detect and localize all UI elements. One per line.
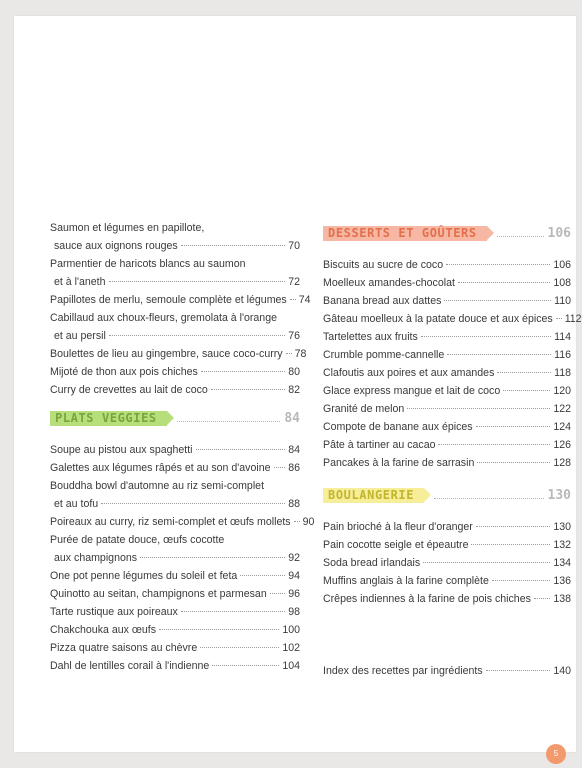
leader-dots	[159, 629, 279, 630]
section-page: 106	[547, 225, 571, 241]
leader-dots	[497, 372, 551, 373]
entry-title: Clafoutis aux poires et aux amandes	[323, 367, 495, 379]
entry-title: Tarte rustique aux poireaux	[50, 606, 178, 618]
entry-page: 118	[554, 367, 571, 379]
entry-page: 128	[553, 457, 571, 469]
leader-dots	[270, 593, 285, 594]
entry-title-line: Parmentier de haricots blancs au saumon	[50, 258, 246, 270]
entry-title: Pizza quatre saisons au chèvre	[50, 642, 198, 654]
entry-page: 104	[282, 660, 300, 672]
leader-dots	[476, 426, 551, 427]
entry-page: 122	[553, 403, 571, 415]
entry-title: sauce aux oignons rouges	[54, 240, 178, 252]
entry-page: 110	[554, 295, 571, 307]
toc-entry[interactable]	[50, 381, 300, 399]
toc-entry[interactable]	[323, 536, 571, 554]
leader-dots	[109, 281, 286, 282]
entry-title: Galettes aux légumes râpés et au son d'avoine	[50, 462, 271, 474]
entry-page: 112	[564, 313, 582, 325]
entry-title: Crumble pomme-cannelle	[323, 349, 445, 361]
entry-title: et au tofu	[54, 498, 99, 510]
leader-dots	[476, 526, 550, 527]
leader-dots	[471, 544, 550, 545]
entry-page: 82	[288, 384, 300, 396]
toc-entry[interactable]	[323, 518, 571, 536]
entry-title-line: Cabillaud aux choux-fleurs, gremolata à l'orange	[50, 312, 277, 324]
leader-dots	[497, 236, 544, 237]
entry-page: 92	[288, 552, 300, 564]
toc-entry[interactable]	[50, 585, 300, 603]
leader-dots	[486, 670, 551, 671]
entry-title: Papillotes de merlu, semoule complète et légumes	[50, 294, 287, 306]
toc-entry[interactable]	[323, 554, 571, 572]
toc-entry[interactable]	[323, 292, 571, 310]
entry-page: 90	[302, 516, 315, 528]
toc-entry[interactable]	[50, 603, 300, 621]
leader-dots	[181, 611, 285, 612]
entry-page: 130	[553, 521, 571, 533]
page	[14, 16, 582, 758]
entry-page: 134	[553, 557, 571, 569]
toc-entry[interactable]	[50, 291, 311, 309]
leader-dots	[177, 421, 281, 422]
toc-entry[interactable]	[50, 477, 300, 513]
toc-entry[interactable]	[50, 531, 300, 567]
toc-dessert-entries	[323, 256, 582, 472]
toc-veggie-entries	[50, 441, 315, 675]
entry-title: Mijoté de thon aux pois chiches	[50, 366, 198, 378]
entry-page: 138	[553, 593, 571, 605]
entry-title: Compote de banane aux épices	[323, 421, 473, 433]
leader-dots	[458, 282, 550, 283]
entry-page: 106	[553, 259, 571, 271]
leader-dots	[290, 299, 296, 300]
toc-entry[interactable]	[50, 441, 300, 459]
entry-page: 94	[288, 570, 300, 582]
entry-title: Soda bread irlandais	[323, 557, 421, 569]
entry-title: et à l'aneth	[54, 276, 106, 288]
leader-dots	[201, 371, 285, 372]
leader-dots	[140, 557, 285, 558]
entry-title: Moelleux amandes-chocolat	[323, 277, 455, 289]
leader-dots	[434, 498, 543, 499]
leader-dots	[423, 562, 550, 563]
leader-dots	[286, 353, 292, 354]
entry-page: 98	[288, 606, 300, 618]
toc-entry[interactable]	[50, 621, 300, 639]
leader-dots	[181, 245, 286, 246]
toc-entry[interactable]	[50, 363, 300, 381]
leader-dots	[196, 449, 286, 450]
toc-entry[interactable]	[323, 310, 582, 328]
entry-page: 86	[288, 462, 300, 474]
toc-entry[interactable]	[50, 567, 300, 585]
toc-entry[interactable]	[323, 572, 571, 590]
leader-dots	[212, 665, 279, 666]
toc-entry[interactable]	[323, 400, 571, 418]
entry-title: Glace express mangue et lait de coco	[323, 385, 501, 397]
entry-title: Crêpes indiennes à la farine de pois chiches	[323, 593, 531, 605]
toc-entry[interactable]	[50, 657, 300, 675]
toc-right-column	[323, 222, 582, 680]
leader-dots	[421, 336, 551, 337]
toc-boulangerie-entries	[323, 518, 571, 608]
leader-dots	[211, 389, 285, 390]
entry-title: Banana bread aux dattes	[323, 295, 442, 307]
leader-dots	[446, 264, 550, 265]
entry-page: 126	[553, 439, 571, 451]
entry-page: 84	[288, 444, 300, 456]
entry-page: 74	[298, 294, 311, 306]
toc-entry[interactable]	[50, 345, 307, 363]
entry-title: Muffins anglais à la farine complète	[323, 575, 489, 587]
entry-title: Granité de melon	[323, 403, 405, 415]
section-boulangerie	[323, 484, 571, 506]
entry-page: 108	[553, 277, 571, 289]
entry-title-line: Saumon et légumes en papillote,	[50, 222, 205, 234]
toc-entry[interactable]	[323, 256, 571, 274]
entry-title: Tartelettes aux fruits	[323, 331, 418, 343]
toc-entry[interactable]	[50, 459, 300, 477]
toc-entry[interactable]	[323, 418, 571, 436]
section-plats-veggies	[50, 407, 300, 429]
entry-page: 140	[553, 665, 571, 677]
entry-title: Boulettes de lieu au gingembre, sauce coco-curry	[50, 348, 283, 360]
toc-entry[interactable]	[50, 513, 315, 531]
entry-title: One pot penne légumes du soleil et feta	[50, 570, 238, 582]
leader-dots	[444, 300, 551, 301]
toc-entry[interactable]	[323, 382, 571, 400]
entry-title: Soupe au pistou aux spaghetti	[50, 444, 193, 456]
entry-title: Pain cocotte seigle et épeautre	[323, 539, 469, 551]
leader-dots	[477, 462, 550, 463]
leader-dots	[534, 598, 550, 599]
entry-page: 136	[553, 575, 571, 587]
entry-title: et au persil	[54, 330, 106, 342]
entry-page: 70	[288, 240, 300, 252]
entry-title: Pancakes à la farine de sarrasin	[323, 457, 475, 469]
leader-dots	[503, 390, 550, 391]
toc-entry[interactable]	[323, 590, 571, 608]
toc-entry[interactable]	[323, 328, 571, 346]
section-page: 130	[547, 487, 571, 503]
leader-dots	[407, 408, 550, 409]
toc-entry[interactable]	[50, 639, 300, 657]
entry-title: Curry de crevettes au lait de coco	[50, 384, 208, 396]
toc-entry[interactable]	[323, 274, 571, 292]
toc-fish-entries	[50, 219, 311, 399]
section-title: BOULANGERIE	[323, 488, 424, 503]
entry-title: Quinotto au seitan, champignons et parmesan	[50, 588, 267, 600]
entry-page: 72	[288, 276, 300, 288]
section-page: 84	[284, 410, 300, 426]
entry-title-line: Purée de patate douce, œufs cocotte	[50, 534, 225, 546]
page-number-badge: 5	[546, 744, 566, 764]
toc-entry[interactable]	[323, 662, 571, 680]
toc-entry[interactable]	[50, 309, 300, 345]
entry-title: Poireaux au curry, riz semi-complet et œufs mollets	[50, 516, 291, 528]
entry-page: 102	[282, 642, 300, 654]
entry-page: 78	[294, 348, 307, 360]
toc-entry[interactable]	[50, 219, 300, 255]
section-title: PLATS VEGGIES	[50, 411, 167, 426]
leader-dots	[294, 521, 300, 522]
entry-page: 116	[554, 349, 571, 361]
entry-title: aux champignons	[54, 552, 138, 564]
toc-entry[interactable]	[323, 346, 571, 364]
leader-dots	[556, 318, 562, 319]
entry-title: Chakchouka aux œufs	[50, 624, 156, 636]
leader-dots	[200, 647, 279, 648]
section-desserts	[323, 222, 571, 244]
toc-entry[interactable]	[50, 255, 300, 291]
entry-title: Index des recettes par ingrédients	[323, 665, 483, 677]
leader-dots	[240, 575, 285, 576]
leader-dots	[109, 335, 285, 336]
toc-entry[interactable]	[323, 364, 571, 382]
entry-page: 114	[554, 331, 571, 343]
entry-page: 100	[282, 624, 300, 636]
entry-page: 124	[553, 421, 571, 433]
leader-dots	[492, 580, 550, 581]
toc-index-entry	[323, 662, 571, 680]
toc-left-column	[50, 219, 315, 675]
entry-title: Biscuits au sucre de coco	[323, 259, 444, 271]
entry-title: Gâteau moelleux à la patate douce et aux épices	[323, 313, 553, 325]
entry-page: 88	[288, 498, 300, 510]
entry-title: Pain brioché à la fleur d'oranger	[323, 521, 473, 533]
toc-entry[interactable]	[323, 454, 571, 472]
entry-title: Pâte à tartiner au cacao	[323, 439, 436, 451]
entry-title: Dahl de lentilles corail à l'indienne	[50, 660, 210, 672]
entry-page: 80	[288, 366, 300, 378]
entry-page: 76	[288, 330, 300, 342]
entry-title-line: Bouddha bowl d'automne au riz semi-complet	[50, 480, 265, 492]
entry-page: 132	[553, 539, 571, 551]
entry-page: 96	[288, 588, 300, 600]
toc-entry[interactable]	[323, 436, 571, 454]
leader-dots	[101, 503, 285, 504]
leader-dots	[438, 444, 550, 445]
leader-dots	[447, 354, 551, 355]
entry-page: 120	[553, 385, 571, 397]
leader-dots	[274, 467, 286, 468]
section-title: DESSERTS ET GOÛTERS	[323, 226, 487, 241]
